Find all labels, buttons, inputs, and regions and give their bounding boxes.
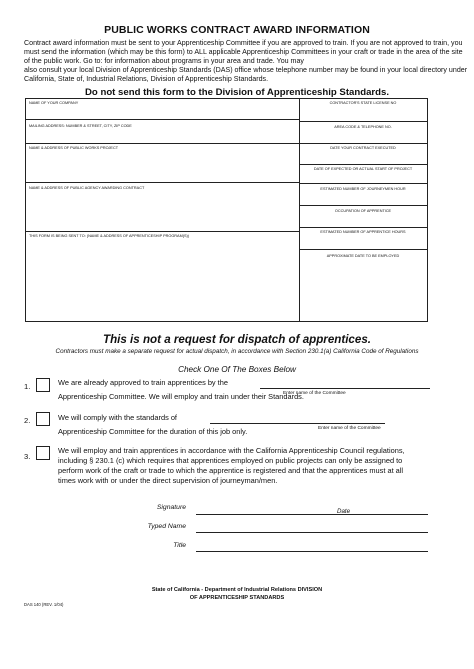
intro-paragraph [24,39,468,84]
license-number-label: CONTRACTOR'S STATE LICENSE NO [329,101,397,105]
contract-date-label: DATE YOUR CONTRACT EXECUTED [330,146,396,150]
license-number-field[interactable] [300,107,427,120]
page-title: PUBLIC WORKS CONTRACT AWARD INFORMATION [104,24,370,36]
dispatch-heading: This is not a request for dispatch of apprentices. [103,333,371,346]
grid-rule [299,249,427,250]
grid-rule [26,143,299,144]
option-2-hint: Enter name of the Committee [318,426,381,431]
typed-name-field[interactable] [196,521,428,532]
option-3-line-2: including § 230.1 (c) which requires that apprentices employed on public projects can only be assigned to [58,456,403,465]
contract-date-field[interactable] [300,152,427,163]
start-date-field[interactable] [300,173,427,182]
grid-rule [26,182,299,183]
agency-address-label: NAME & ADDRESS OF PUBLIC AGENCY AWARDING CONTRACT [29,186,145,190]
option-1-number: 1. [24,382,31,391]
title-field[interactable] [196,540,428,551]
footer-line-1: State of California - Department of Industrial Relations DIVISION [151,587,323,593]
intro-line: must send the information (which may be this form) to ALL applicable Apprenticeship Committees in your craft or trade in the area of the site [24,48,463,57]
option-1-checkbox[interactable] [36,378,50,392]
option-1-committee-input[interactable] [262,378,430,388]
intro-line: of the public work. Go to: for information about programs in your area and trade. You may [24,57,304,66]
agency-address-field[interactable] [27,192,298,230]
intro-line: California, State of, Industrial Relations, Division of Apprenticeship Standards. [24,75,269,84]
grid-rule [299,143,427,144]
apprentice-hours-field[interactable] [300,236,427,248]
date-field[interactable] [340,505,428,514]
option-2-committee-input[interactable] [212,413,385,423]
option-3-line-1: We will employ and train apprentices in accordance with the California Apprenticeship Council regulations, [58,446,405,455]
option-1-hint: Enter name of the Committee [283,391,346,396]
grid-rule [299,121,427,122]
company-name-field[interactable] [27,107,298,118]
typed-name-label: Typed Name [147,523,186,530]
recipient-program-label: THIS FORM IS BEING SENT TO: (NAME & ADDRESS OF APPRENTICESHIP PROGRAM(S)) [29,234,190,238]
recipient-program-field[interactable] [27,240,298,320]
mailing-address-field[interactable] [27,130,298,142]
option-3-number: 3. [24,452,31,461]
form-number: DAS 140 (REV. 1/04) [24,602,64,607]
grid-rule [26,231,299,232]
title-line [196,551,428,552]
grid-rule [299,164,427,165]
footer-line-2: OF APPRENTICESHIP STANDARDS [189,595,285,601]
notice-heading: Do not send this form to the Division of Apprenticeship Standards. [85,87,389,98]
project-address-field[interactable] [27,152,298,181]
occupation-label: OCCUPATION OF APPRENTICE [334,209,392,213]
grid-rule [299,205,427,206]
option-3-line-3: perform work of the craft or trade to which the apprentice is registered and that the apprentices must at all [58,466,404,475]
company-name-label: NAME OF YOUR COMPANY [29,101,79,105]
apprentice-hours-label: ESTIMATED NUMBER OF APPRENTICE HOURS [320,230,406,234]
signature-line [196,514,428,515]
grid-rule [299,183,427,184]
option-2-committee-line [210,423,385,424]
option-2-checkbox[interactable] [36,412,50,426]
check-instruction: Check One Of The Boxes Below [178,365,296,374]
date-label: Date [337,508,351,515]
project-address-label: NAME & ADDRESS OF PUBLIC WORKS PROJECT [29,146,119,150]
option-2-line-1: We will comply with the standards of [58,413,177,422]
grid-rule [299,227,427,228]
title-label: Title [173,542,186,549]
intro-line: Contract award information must be sent to your Apprenticeship Committee if you are approved to train. If you are not approved to train, you [24,39,463,47]
contract-info-grid [25,98,428,322]
telephone-label: AREA CODE & TELEPHONE NO. [334,125,392,129]
option-3-line-4: times work with or under the direct supervision of journeyman/men. [58,476,278,485]
option-1-line-1: We are already approved to train apprentices by the [58,378,228,387]
signature-field[interactable] [196,503,326,514]
grid-rule [26,119,299,120]
footer-agency [0,586,474,602]
start-date-label: DATE OF EXPECTED OR ACTUAL START OF PROJECT [313,167,413,171]
intro-line: also consult your local Division of Apprenticeship Standards (DAS) office whose telephone number may be found in your local directory under [24,66,468,75]
option-2-number: 2. [24,416,31,425]
journeymen-hours-field[interactable] [300,193,427,204]
employment-date-field[interactable] [300,260,427,320]
employment-date-label: APPROXIMATE DATE TO BE EMPLOYED [326,254,400,258]
journeymen-hours-label: ESTIMATED NUMBER OF JOURNEYMEN HOUR [320,187,406,191]
option-2-line-2: Apprenticeship Committee for the duration of this job only. [58,427,248,436]
telephone-field[interactable] [300,131,427,142]
mailing-address-label: MAILING ADDRESS: NUMBER & STREET, CITY, ZIP CODE [29,124,132,128]
typed-name-line [196,532,428,533]
option-3-checkbox[interactable] [36,446,50,460]
option-1-line-2: Apprenticeship Committee. We will employ and train under their Standards. [58,392,304,401]
dispatch-note: Contractors must make a separate request for actual dispatch, in accordance with Section 230.1(a) California Code of Regulations [55,348,419,355]
signature-label: Signature [156,504,186,511]
occupation-field[interactable] [300,215,427,226]
option-1-committee-line [260,388,430,389]
